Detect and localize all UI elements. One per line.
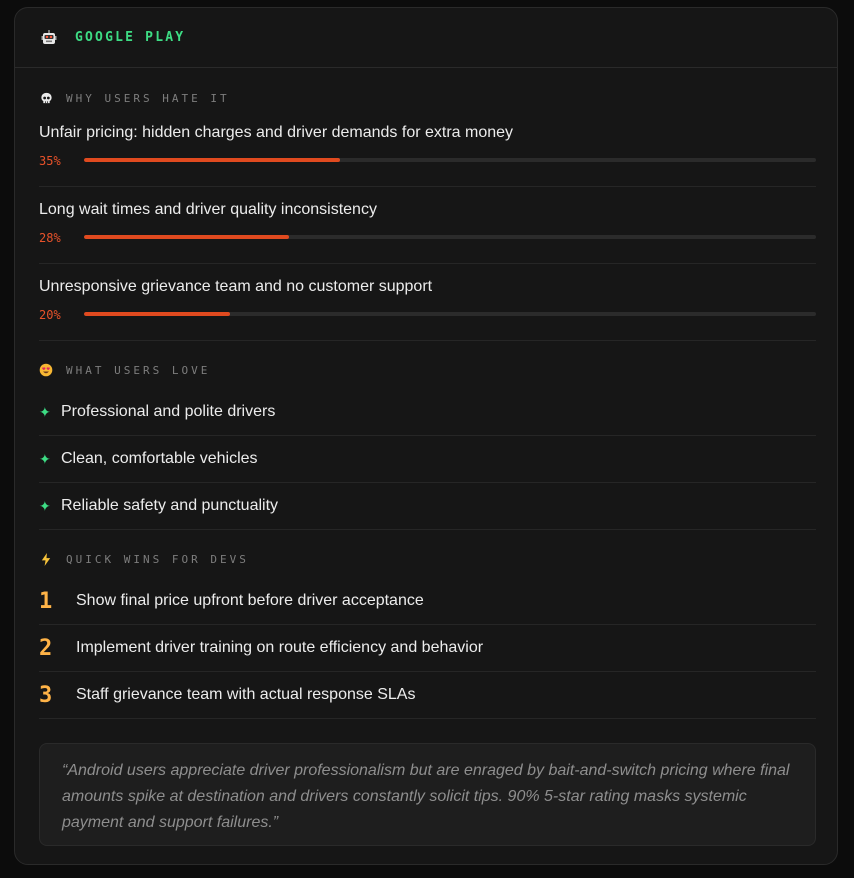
win-item	[39, 672, 816, 719]
hate-progress-fill	[84, 312, 230, 316]
sparkle-icon: ✦	[39, 497, 51, 514]
hate-item-percent: 28%	[39, 231, 61, 245]
hate-item-text: Long wait times and driver quality inconsistency	[39, 201, 377, 218]
skull-icon	[39, 91, 53, 105]
section-label-wins	[15, 549, 837, 569]
summary-quote: “Android users appreciate driver professionalism but are enraged by bait-and-switch pricing where final amounts spike at destination and drivers constantly solicit tips. 90% 5-star rating masks systemic payment and support failures.”	[39, 743, 816, 846]
section-label-hate	[15, 88, 837, 108]
win-item-text: Staff grievance team with actual response SLAs	[76, 686, 416, 703]
love-item	[39, 483, 816, 530]
header-title: GOOGLE PLAY	[75, 30, 186, 45]
win-item	[39, 578, 816, 625]
lightning-icon	[39, 552, 53, 566]
win-item-number: 3	[39, 682, 53, 708]
hate-progress-fill	[84, 158, 340, 162]
section-label-text: QUICK WINS FOR DEVS	[66, 552, 249, 566]
section-label-text: WHY USERS HATE IT	[66, 91, 230, 105]
win-item-number: 1	[39, 588, 53, 614]
love-item	[39, 436, 816, 483]
card-header	[15, 8, 837, 68]
hate-progress-track	[84, 312, 816, 316]
win-item	[39, 625, 816, 672]
google-play-card	[14, 7, 838, 865]
love-item-text: Reliable safety and punctuality	[61, 497, 279, 514]
win-item-text: Implement driver training on route efficiency and behavior	[76, 639, 484, 656]
hate-item-text: Unresponsive grievance team and no customer support	[39, 278, 433, 295]
love-item-text: Clean, comfortable vehicles	[61, 450, 258, 467]
hate-item	[39, 264, 816, 341]
love-item-text: Professional and polite drivers	[61, 403, 276, 420]
section-label-love	[15, 360, 837, 380]
hate-progress-track	[84, 158, 816, 162]
section-label-text: WHAT USERS LOVE	[66, 363, 211, 377]
heart-eyes-emoji-icon	[39, 363, 53, 377]
hate-item-percent: 20%	[39, 308, 61, 322]
sparkle-icon: ✦	[39, 450, 51, 467]
hate-item-text: Unfair pricing: hidden charges and driver demands for extra money	[39, 124, 514, 141]
win-item-number: 2	[39, 635, 53, 661]
love-list	[39, 389, 816, 530]
hate-item	[39, 187, 816, 264]
android-robot-icon	[39, 28, 59, 48]
wins-list	[39, 578, 816, 719]
win-item-text: Show final price upfront before driver acceptance	[76, 592, 424, 609]
hate-item-percent: 35%	[39, 154, 61, 168]
sparkle-icon: ✦	[39, 403, 51, 420]
love-item	[39, 389, 816, 436]
hate-item	[39, 110, 816, 187]
hate-progress-fill	[84, 235, 289, 239]
hate-list	[39, 110, 816, 341]
hate-progress-track	[84, 235, 816, 239]
